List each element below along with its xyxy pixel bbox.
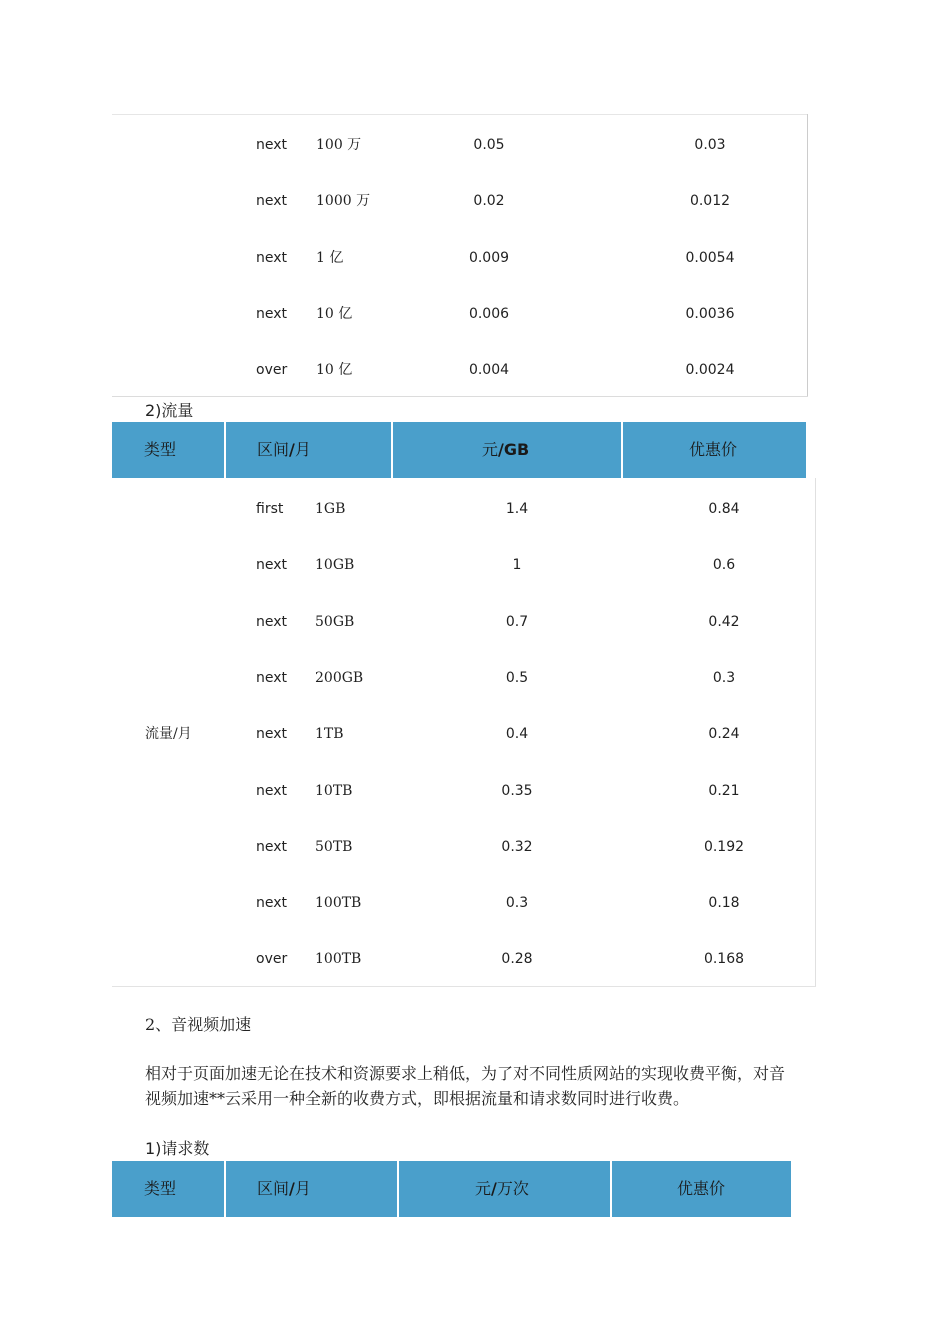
- row-label: next: [256, 726, 288, 743]
- row-discount: 0.3: [712, 669, 736, 686]
- row-range: 1TB: [315, 726, 344, 743]
- row-range: 10 亿: [316, 305, 353, 322]
- row-label: next: [256, 895, 288, 912]
- row-range: 50GB: [315, 613, 355, 630]
- row-label: over: [256, 362, 288, 379]
- row-label: next: [256, 137, 288, 153]
- row-discount: 0.0054: [685, 249, 735, 266]
- header-range: 区间/月: [257, 1179, 311, 1198]
- table-requests-header: [112, 1161, 791, 1217]
- header-divider: [610, 1161, 612, 1217]
- row-price: 0.35: [501, 782, 533, 799]
- row-price: 0.32: [501, 838, 533, 855]
- row-range: 10TB: [315, 782, 353, 799]
- row-price: 1.4: [505, 501, 529, 517]
- section-title-requests: 1)请求数: [145, 1139, 210, 1158]
- row-range: 200GB: [315, 669, 364, 686]
- header-type: 类型: [144, 1179, 177, 1198]
- row-price: 0.7: [505, 613, 529, 630]
- header-divider: [397, 1161, 399, 1217]
- row-discount: 0.0036: [685, 305, 735, 322]
- row-range: 100TB: [315, 895, 362, 912]
- row-price: 0.5: [505, 669, 529, 686]
- row-price: 0.006: [468, 305, 510, 322]
- header-discount: 优惠价: [677, 1179, 726, 1198]
- row-label: next: [256, 782, 288, 799]
- table-bottom-border: [112, 986, 816, 987]
- header-discount: 优惠价: [689, 440, 738, 459]
- section-paragraph: [145, 1061, 815, 1111]
- row-label: next: [256, 613, 288, 630]
- row-label: next: [256, 838, 288, 855]
- row-price: 0.004: [468, 362, 510, 379]
- row-price: 1: [512, 557, 522, 574]
- row-label: next: [256, 305, 288, 322]
- row-price: 0.4: [505, 726, 529, 743]
- row-range: 10 亿: [316, 362, 353, 379]
- row-label: first: [256, 501, 284, 517]
- row-discount: 0.18: [708, 895, 740, 912]
- row-label: next: [256, 557, 288, 574]
- row-range: 10GB: [315, 557, 355, 574]
- row-price: 0.3: [505, 895, 529, 912]
- row-discount: 0.192: [703, 838, 745, 855]
- row-discount: 0.84: [708, 501, 740, 517]
- row-discount: 0.0024: [685, 362, 735, 379]
- row-price: 0.009: [468, 249, 510, 266]
- header-type: 类型: [144, 440, 177, 459]
- row-discount: 0.42: [708, 613, 740, 630]
- row-label: next: [256, 249, 288, 266]
- group-label: 流量/月: [145, 726, 192, 742]
- row-discount: 0.168: [703, 951, 745, 968]
- row-range: 1GB: [315, 501, 346, 517]
- header-divider: [224, 1161, 226, 1217]
- row-range: 100 万: [316, 137, 362, 153]
- row-price: 0.28: [501, 951, 533, 968]
- row-price: 0.02: [473, 193, 505, 210]
- row-label: next: [256, 669, 288, 686]
- row-discount: 0.24: [708, 726, 740, 743]
- row-price: 0.05: [473, 137, 505, 153]
- row-range: 1000 万: [316, 193, 371, 210]
- section-title-av: 2、音视频加速: [145, 1015, 252, 1034]
- section-title-traffic: 2)流量: [145, 401, 194, 420]
- row-range: 50TB: [315, 838, 353, 855]
- header-unit-price: 元/GB: [482, 440, 530, 459]
- row-discount: 0.6: [712, 557, 736, 574]
- row-discount: 0.03: [694, 137, 726, 153]
- row-range: 1 亿: [316, 249, 344, 266]
- header-range: 区间/月: [257, 440, 311, 459]
- row-label: over: [256, 951, 288, 968]
- header-unit-price: 元/万次: [475, 1179, 529, 1198]
- table-right-border: [815, 478, 816, 986]
- paragraph-line: 相对于页面加速无论在技术和资源要求上稍低，为了对不同性质网站的实现收费平衡，对音: [145, 1064, 786, 1083]
- paragraph-line: 视频加速**云采用一种全新的收费方式，即根据流量和请求数同时进行收费。: [145, 1089, 690, 1108]
- row-discount: 0.21: [708, 782, 740, 799]
- row-label: next: [256, 193, 288, 210]
- row-discount: 0.012: [689, 193, 731, 210]
- row-range: 100TB: [315, 951, 362, 968]
